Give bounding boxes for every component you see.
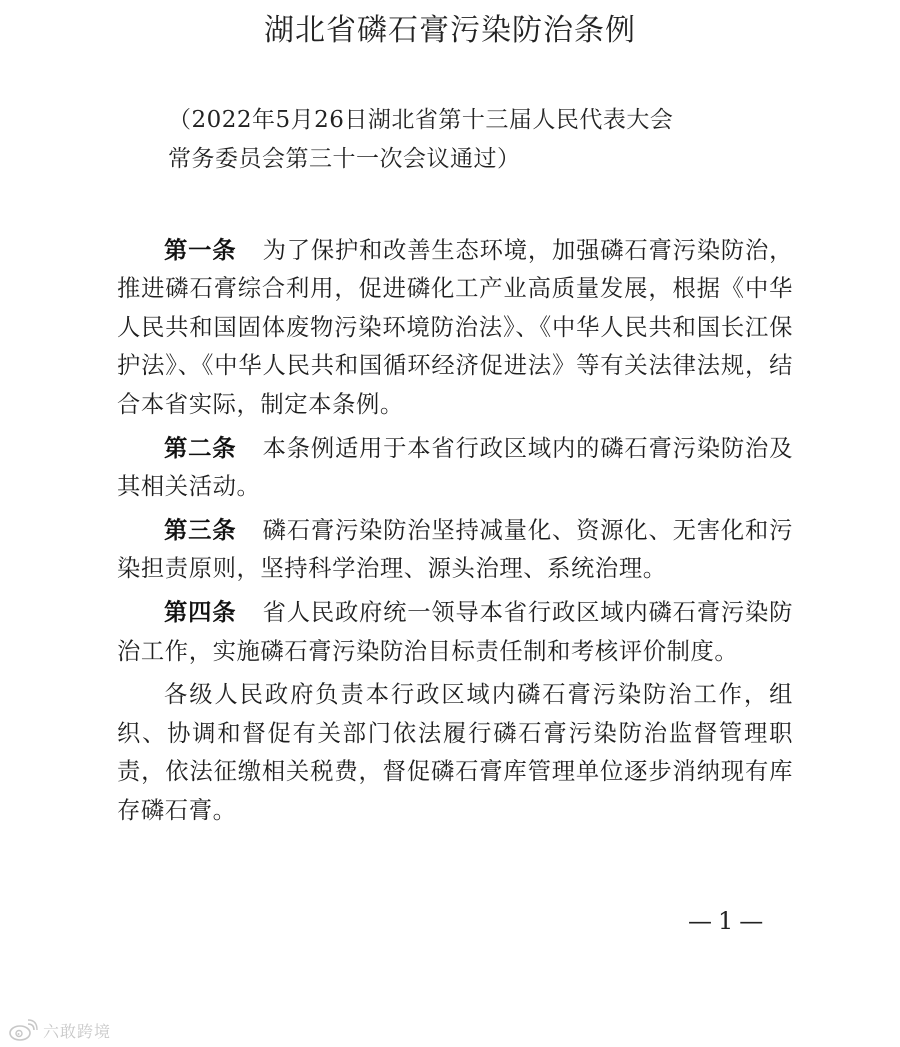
adoption-note-line-1: （2022年5月26日湖北省第十三届人民代表大会	[168, 107, 674, 133]
watermark-text: 六敢跨境	[43, 1021, 112, 1041]
adoption-note-line-2: 常务委员会第三十一次会议通过）	[168, 146, 521, 172]
article-label: 第一条	[164, 237, 237, 264]
article-text: 省人民政府统一领导本省行政区域内磷石膏污染防治工作，实施磷石膏污染防治目标责任制和考核评价制度。	[117, 599, 793, 665]
article-text: 为了保护和改善生态环境，加强磷石膏污染防治，推进磷石膏综合利用，促进磷化工产业高质量发展，根据《中华人民共和国固体废物污染环境防治法》、《中华人民共和国长江保护法》、《中华人民共和国循环经济促进法》等有关法律法规，结合本省实际，制定本条例。	[117, 237, 793, 418]
page-number: —1—	[688, 907, 770, 935]
document-body	[117, 232, 793, 836]
article-text: 本条例适用于本省行政区域内的磷石膏污染防治及其相关活动。	[117, 434, 793, 500]
article-1	[117, 232, 793, 424]
article-label: 第四条	[164, 599, 237, 627]
article-4	[117, 594, 793, 671]
article-4-paragraph-2: 各级人民政府负责本行政区域内磷石膏污染防治工作，组织、协调和督促有关部门依法履行磷石膏污染防治监督管理职责，依法征缴相关税费，督促磷石膏库管理单位逐步消纳现有库存磷石膏。	[117, 681, 793, 824]
watermark	[8, 1018, 111, 1042]
article-2	[117, 430, 793, 507]
weibo-logo-icon	[8, 1018, 38, 1042]
article-text: 磷石膏污染防治坚持减量化、资源化、无害化和污染担责原则，坚持科学治理、源头治理、系统治理。	[117, 516, 793, 583]
article-3	[117, 512, 793, 589]
article-label: 第二条	[164, 434, 237, 462]
article-label: 第三条	[164, 516, 237, 544]
document-title: 湖北省磷石膏污染防治条例	[264, 13, 636, 48]
